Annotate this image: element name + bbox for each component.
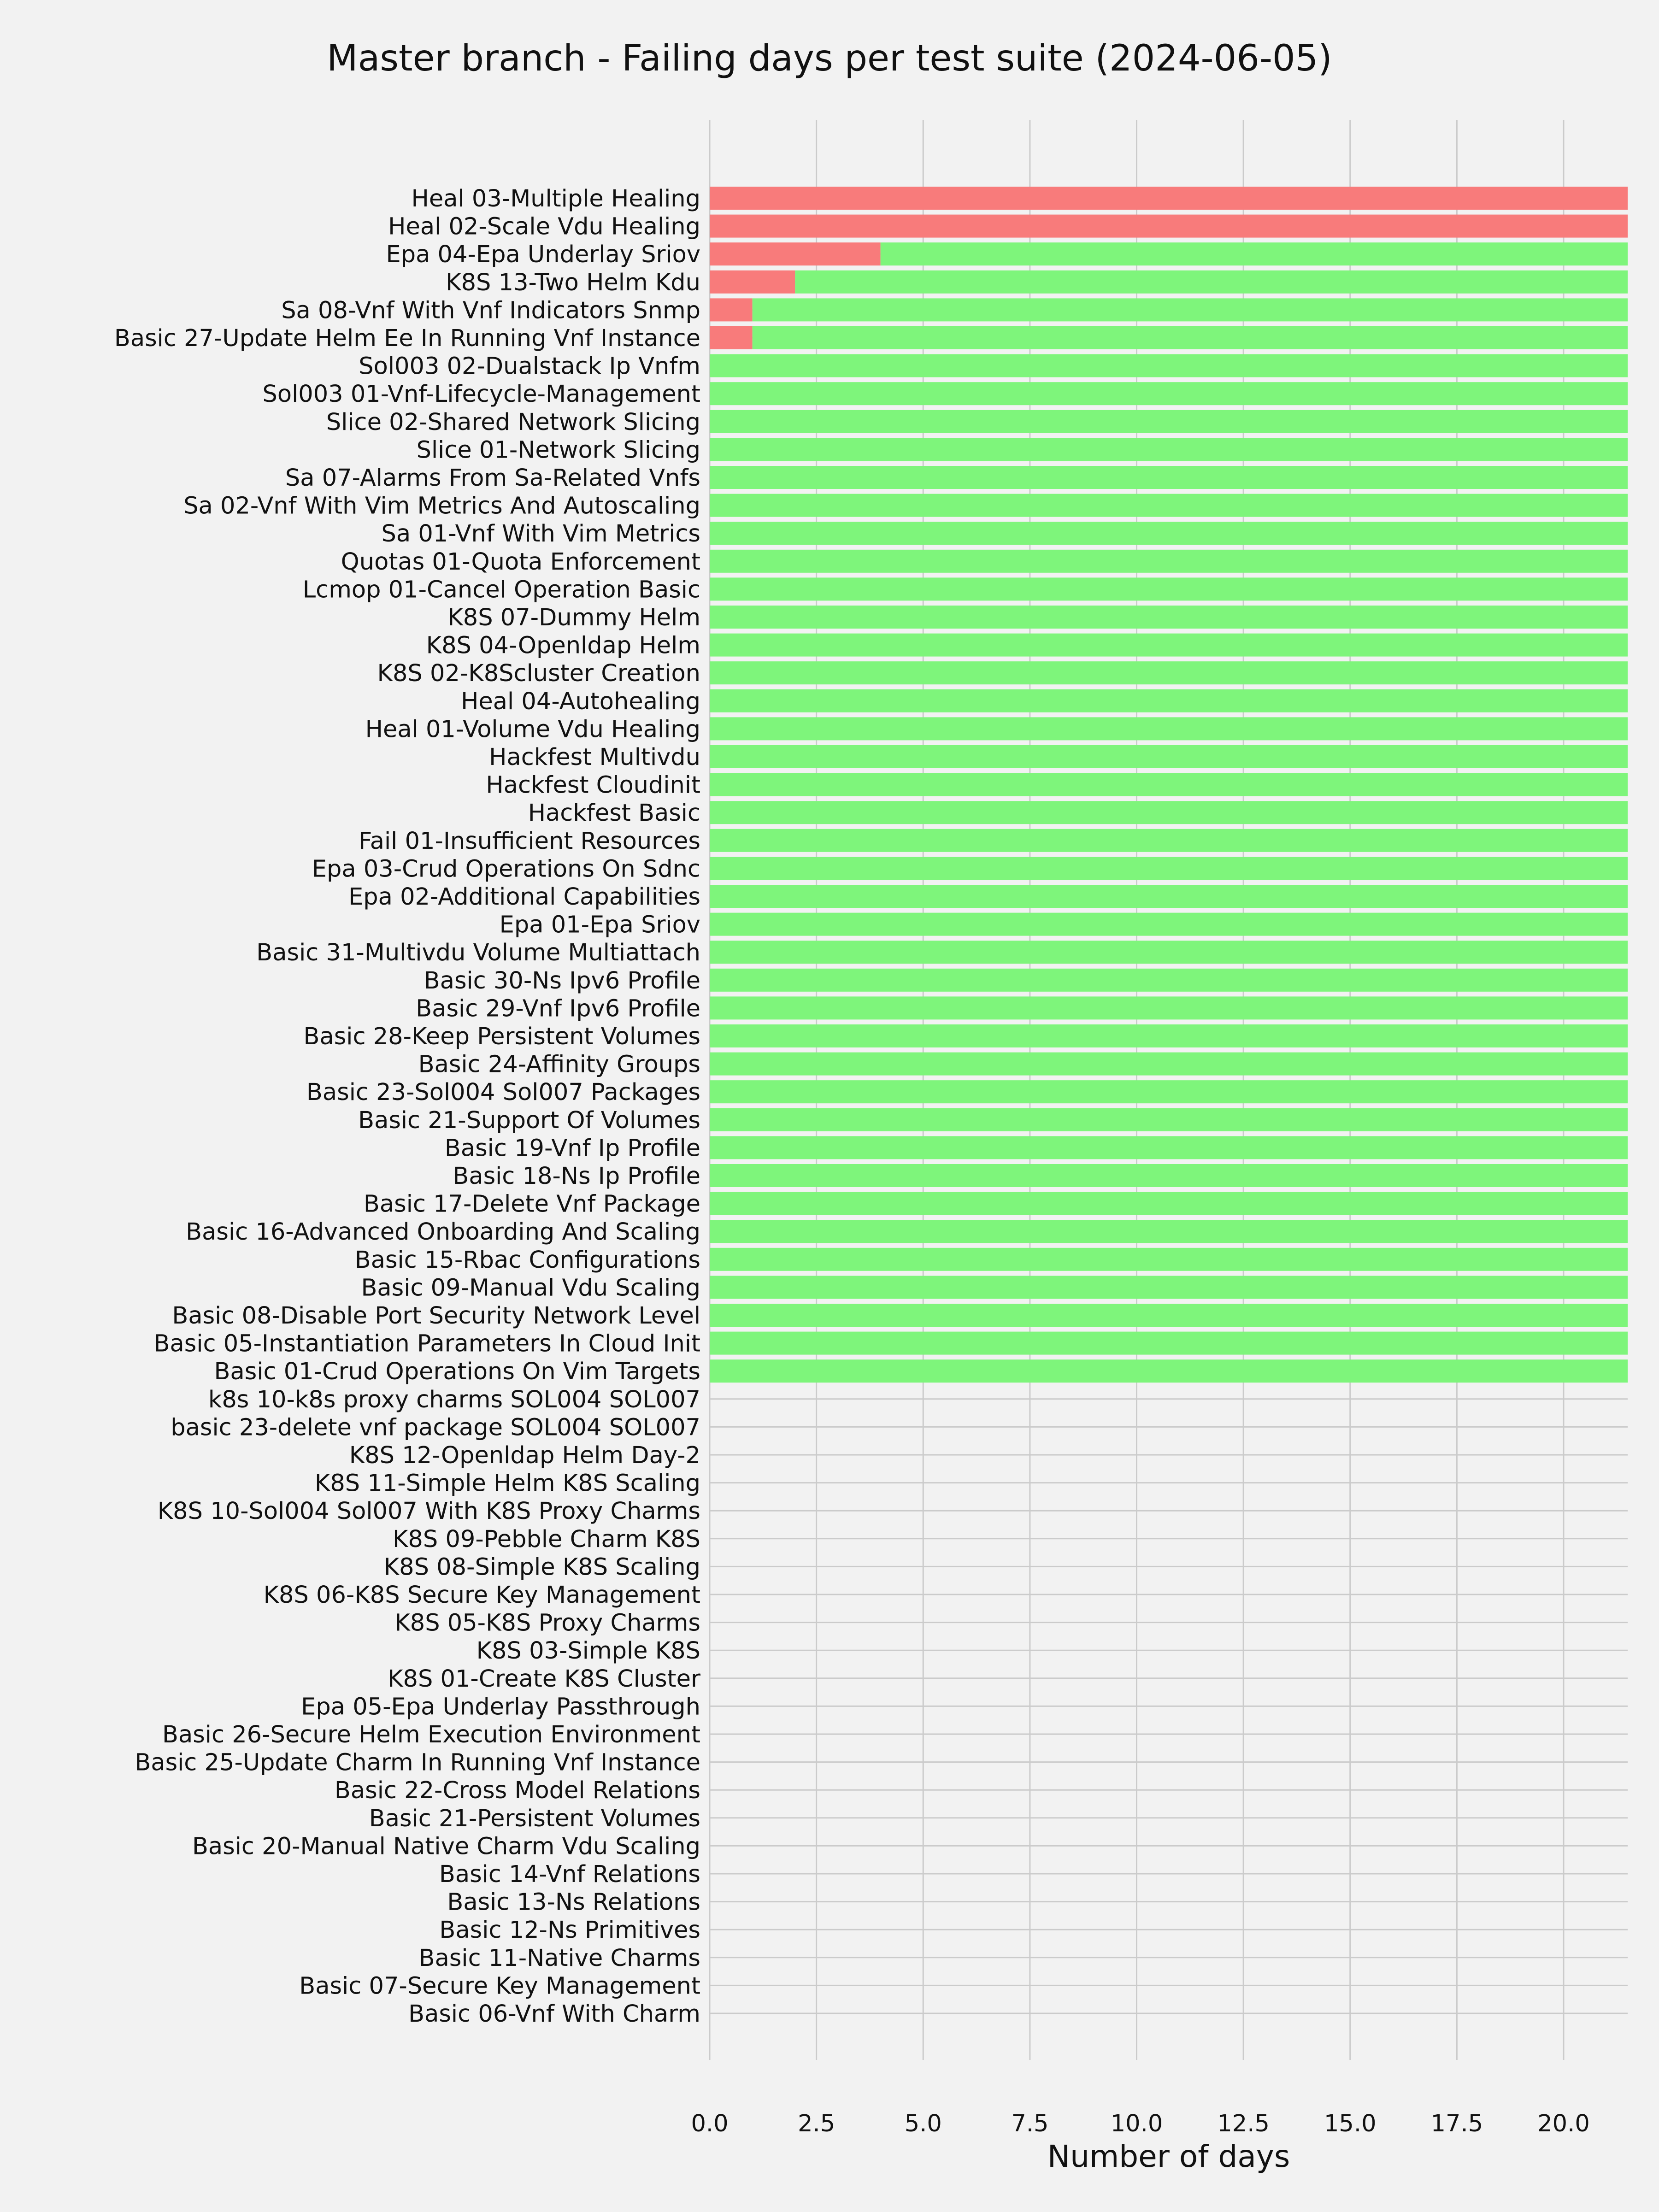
x-tick-label: 20.0 [1537, 2110, 1590, 2137]
category-label: K8S 10-Sol004 Sol007 With K8S Proxy Charms [157, 1498, 700, 1525]
category-label: Basic 28-Keep Persistent Volumes [303, 1023, 700, 1050]
bar-passing [710, 996, 1628, 1019]
category-label: Basic 31-Multivdu Volume Multiattach [256, 939, 700, 967]
category-label: Sa 08-Vnf With Vnf Indicators Snmp [281, 297, 700, 324]
chart-title: Master branch - Failing days per test suite (2024-06-05) [327, 38, 1332, 79]
bar-passing [710, 577, 1628, 600]
category-label: Heal 01-Volume Vdu Healing [365, 716, 700, 743]
category-label: K8S 01-Create K8S Cluster [388, 1665, 700, 1693]
x-tick-label: 0.0 [691, 2110, 729, 2137]
category-label: Sol003 01-Vnf-Lifecycle-Management [262, 381, 700, 408]
bars [710, 187, 1628, 1382]
bar-passing [710, 466, 1628, 489]
bar-passing [710, 829, 1628, 852]
bar-failing [710, 298, 753, 321]
category-label: Basic 12-Ns Primitives [439, 1917, 700, 1944]
category-label: Basic 14-Vnf Relations [439, 1861, 700, 1888]
category-label: Basic 17-Delete Vnf Package [363, 1190, 700, 1218]
bar-passing [710, 773, 1628, 796]
category-label: Slice 02-Shared Network Slicing [326, 408, 700, 436]
bar-failing [710, 271, 795, 294]
category-label: Basic 25-Update Charm In Running Vnf Instance [135, 1749, 700, 1777]
bar-passing [710, 1024, 1628, 1047]
bar-passing [710, 1248, 1628, 1271]
bar-passing [710, 1192, 1628, 1215]
category-label: Basic 30-Ns Ipv6 Profile [424, 967, 700, 994]
category-label: Basic 20-Manual Native Charm Vdu Scaling [192, 1833, 700, 1860]
category-label: Heal 02-Scale Vdu Healing [388, 213, 700, 241]
category-label: Basic 23-Sol004 Sol007 Packages [306, 1079, 700, 1106]
bar-passing [753, 326, 1628, 349]
bar-passing [710, 661, 1628, 684]
category-label: Lcmop 01-Cancel Operation Basic [302, 576, 700, 604]
bar-passing [710, 354, 1628, 377]
bar-passing [710, 522, 1628, 545]
x-tick-label: 10.0 [1110, 2110, 1163, 2137]
category-label: Basic 05-Instantiation Parameters In Cloud Init [153, 1330, 700, 1358]
x-tick-label: 12.5 [1217, 2110, 1270, 2137]
bar-passing [710, 606, 1628, 629]
category-label: Basic 24-Affinity Groups [418, 1051, 700, 1078]
category-label: Epa 04-Epa Underlay Sriov [386, 241, 700, 269]
category-label: Sa 01-Vnf With Vim Metrics [381, 520, 700, 548]
category-label: Basic 27-Update Helm Ee In Running Vnf Instance [114, 325, 700, 352]
category-label: K8S 13-Two Helm Kdu [446, 269, 700, 296]
bar-failing [710, 187, 1628, 210]
bar-passing [710, 1053, 1628, 1076]
category-label: K8S 04-Openldap Helm [426, 632, 700, 659]
bar-passing [710, 969, 1628, 992]
x-tick-label: 2.5 [798, 2110, 835, 2137]
bar-passing [710, 494, 1628, 517]
bar-passing [710, 1220, 1628, 1243]
x-tick-label: 15.0 [1324, 2110, 1377, 2137]
bar-failing [710, 215, 1628, 238]
category-label: Basic 06-Vnf With Charm [408, 2000, 700, 2028]
x-tick-labels [691, 2110, 1589, 2137]
bar-passing [710, 941, 1628, 964]
bar-passing [710, 689, 1628, 712]
bar-passing [710, 634, 1628, 657]
x-tick-label: 5.0 [904, 2110, 942, 2137]
category-label: Hackfest Basic [528, 800, 700, 827]
bar-passing [710, 1080, 1628, 1103]
bar-passing [710, 1304, 1628, 1327]
category-label: basic 23-delete vnf package SOL004 SOL007 [171, 1414, 700, 1441]
category-label: K8S 09-Pebble Charm K8S [392, 1525, 700, 1553]
x-axis-label: Number of days [1047, 2139, 1290, 2174]
category-label: Basic 21-Persistent Volumes [369, 1805, 700, 1832]
bar-passing [710, 745, 1628, 768]
bar-passing [710, 717, 1628, 740]
category-label: Basic 16-Advanced Onboarding And Scaling [186, 1218, 700, 1246]
category-label: K8S 12-Openldap Helm Day-2 [349, 1442, 700, 1469]
category-label: Heal 03-Multiple Healing [411, 185, 700, 212]
category-label: Basic 15-Rbac Configurations [354, 1246, 700, 1274]
category-label: Epa 05-Epa Underlay Passthrough [301, 1693, 700, 1721]
category-label: Basic 22-Cross Model Relations [334, 1777, 700, 1805]
bar-passing [710, 885, 1628, 908]
category-label: Basic 19-Vnf Ip Profile [444, 1135, 700, 1162]
x-tick-label: 7.5 [1011, 2110, 1049, 2137]
bar-passing [710, 1136, 1628, 1159]
bar-failing [710, 326, 753, 349]
category-label: Quotas 01-Quota Enforcement [341, 548, 700, 576]
category-label: Basic 08-Disable Port Security Network Level [172, 1302, 700, 1330]
bar-failing [710, 242, 881, 265]
category-label: k8s 10-k8s proxy charms SOL004 SOL007 [208, 1386, 700, 1413]
bar-passing [881, 242, 1628, 265]
category-label: K8S 02-K8Scluster Creation [377, 660, 700, 688]
category-label: K8S 08-Simple K8S Scaling [383, 1553, 700, 1581]
category-label: Hackfest Multivdu [489, 744, 700, 771]
bar-passing [710, 801, 1628, 824]
x-tick-label: 17.5 [1430, 2110, 1483, 2137]
bar-passing [710, 857, 1628, 880]
category-label: Basic 11-Native Charms [418, 1944, 700, 1972]
bar-passing [710, 438, 1628, 461]
category-label: K8S 03-Simple K8S [476, 1637, 700, 1665]
bar-passing [753, 298, 1628, 321]
bar-passing [710, 382, 1628, 405]
bar-passing [710, 1332, 1628, 1355]
category-label: Epa 03-Crud Operations On Sdnc [312, 855, 700, 883]
bar-passing [710, 410, 1628, 433]
bar-passing [710, 1108, 1628, 1131]
category-label: K8S 05-K8S Proxy Charms [394, 1609, 700, 1637]
bar-passing [710, 1164, 1628, 1187]
category-label: Basic 29-Vnf Ipv6 Profile [416, 995, 700, 1023]
category-label: Sa 02-Vnf With Vim Metrics And Autoscaling [183, 492, 700, 520]
bar-passing [710, 1359, 1628, 1382]
category-label: K8S 06-K8S Secure Key Management [263, 1582, 700, 1609]
category-label: Hackfest Cloudinit [486, 771, 700, 799]
bar-passing [710, 913, 1628, 936]
category-label: Basic 26-Secure Helm Execution Environment [162, 1721, 700, 1748]
category-label: Basic 21-Support Of Volumes [358, 1106, 700, 1134]
bar-passing [710, 550, 1628, 573]
category-label: Basic 07-Secure Key Management [299, 1972, 700, 2000]
category-label: Sa 07-Alarms From Sa-Related Vnfs [285, 465, 700, 492]
category-label: Epa 01-Epa Sriov [499, 911, 700, 939]
category-label: Fail 01-Insufficient Resources [359, 827, 700, 855]
category-label: K8S 07-Dummy Helm [447, 604, 700, 631]
category-label: Basic 18-Ns Ip Profile [453, 1163, 700, 1190]
category-label: Heal 04-Autohealing [461, 688, 700, 715]
bar-passing [710, 1276, 1628, 1299]
category-label: Epa 02-Additional Capabilities [348, 883, 700, 911]
category-label: Slice 01-Network Slicing [416, 436, 700, 464]
category-label: Basic 09-Manual Vdu Scaling [361, 1274, 700, 1302]
category-label: Basic 01-Crud Operations On Vim Targets [214, 1358, 700, 1386]
category-label: K8S 11-Simple Helm K8S Scaling [314, 1470, 700, 1497]
bar-passing [795, 271, 1628, 294]
category-label: Sol003 02-Dualstack Ip Vnfm [359, 353, 700, 380]
category-label: Basic 13-Ns Relations [447, 1888, 700, 1916]
